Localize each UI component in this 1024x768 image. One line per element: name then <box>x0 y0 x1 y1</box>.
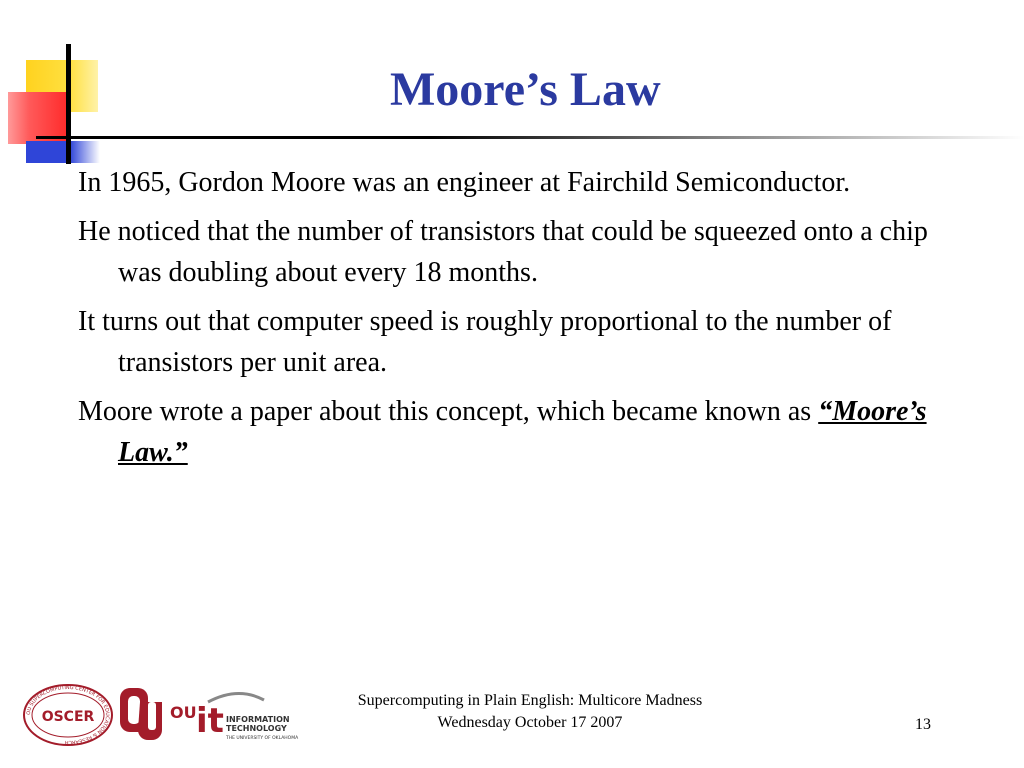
oscer-wordmark: OSCER <box>41 709 95 725</box>
it-line-1: INFORMATION <box>226 715 290 724</box>
footer-date: Wednesday October 17 2007 <box>437 714 623 731</box>
slide-title: Moore’s Law <box>390 63 661 116</box>
paragraph-speed-proportional: It turns out that computer speed is roughly proportional to the number of transistors per unit area. <box>78 306 892 378</box>
it-line-2: TECHNOLOGY <box>226 724 287 733</box>
oscer-logo <box>22 683 114 747</box>
paragraph-transistor-doubling: He noticed that the number of transistors that could be squeezed onto a chip was doubling about every 18 months. <box>78 216 928 288</box>
paragraph-moores-law-paper <box>78 391 978 473</box>
paragraph-moores-law-text: Moore wrote a paper about this concept, which became known as <box>78 396 819 427</box>
svg-text:it: it <box>196 701 224 741</box>
footer-course-title: Supercomputing in Plain English: Multicore Madness <box>357 692 703 709</box>
page-number: 13 <box>915 716 931 733</box>
slide-footer <box>300 690 760 734</box>
paragraph-moore-1965: In 1965, Gordon Moore was an engineer at Fairchild Semiconductor. <box>78 167 851 198</box>
slide-body <box>78 162 978 481</box>
information-technology-logo <box>168 688 299 744</box>
svg-text:OU: OU <box>170 703 197 722</box>
it-line-3: THE UNIVERSITY OF OKLAHOMA <box>226 736 299 741</box>
decorative-vertical-rule <box>66 44 71 164</box>
decorative-blue-fade <box>70 141 100 163</box>
decorative-blue-block <box>26 141 70 163</box>
ou-logo <box>118 686 166 744</box>
oscer-ring-text: OU SUPERCOMPUTING CENTER FOR EDUCATION & RESEARCH <box>25 684 111 746</box>
title-underline-rule <box>36 136 1024 139</box>
moores-law-link[interactable]: “Moore’s Law.” <box>118 396 927 468</box>
